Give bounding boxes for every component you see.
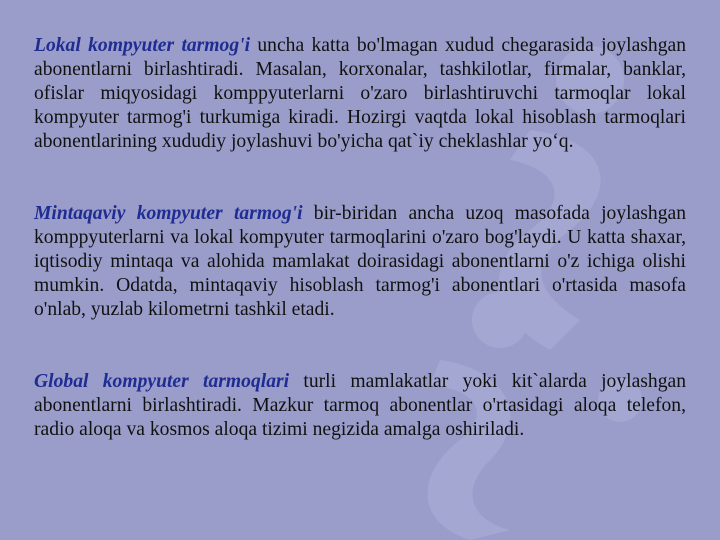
content-area xyxy=(34,34,686,442)
term-global-network: Global kompyuter tarmoqlari xyxy=(34,371,290,392)
paragraph-global-network xyxy=(34,370,686,442)
paragraph-regional-network-text: bir-biridan ancha uzoq masofada joylashgan komppyuterlarni va lokal kompyuter tarmoqlarini o'zaro bog'laydi. U katta shaxar, iqtisodiy mintaqa va alohida mamlakat doirasidagi abonentlarni o'z ichiga olishi mumkin. Odatda, mintaqaviy hisoblash tarmog'i abonentlari o'rtasida masofa o'nlab, yuzlab kilometrni tashkil etadi. xyxy=(34,203,686,320)
paragraph-local-network-text: uncha katta bo'lmagan xudud chegarasida joylashgan abonentlarni birlashtiradi. Masalan, korxonalar, tashkilotlar, firmalar, banklar, ofislar miqyosidagi komppyuterlarni o'zaro birlashtiruvchi tarmoqlar lokal kompyuter tarmog'i turkumiga kiradi. Hozirgi vaqtda lokal hisoblash tarmoqlari abonentlarining xududiy joylashuvi bo'yicha qat`iy cheklashlar yo‘q. xyxy=(34,35,687,152)
term-local-network: Lokal kompyuter tarmog'i xyxy=(34,35,251,56)
paragraph-regional-network xyxy=(34,202,686,322)
paragraph-local-network xyxy=(34,34,686,154)
paragraph-global-network-text: turli mamlakatlar yoki kit`alarda joylashgan abonentlarni birlashtiradi. Mazkur tarmoq abonentlar o'rtasidagi aloqa telefon, radio aloqa va kosmos aloqa tizimi negizida amalga oshiriladi. xyxy=(34,371,686,440)
term-regional-network: Mintaqaviy kompyuter tarmog'i xyxy=(34,203,303,224)
